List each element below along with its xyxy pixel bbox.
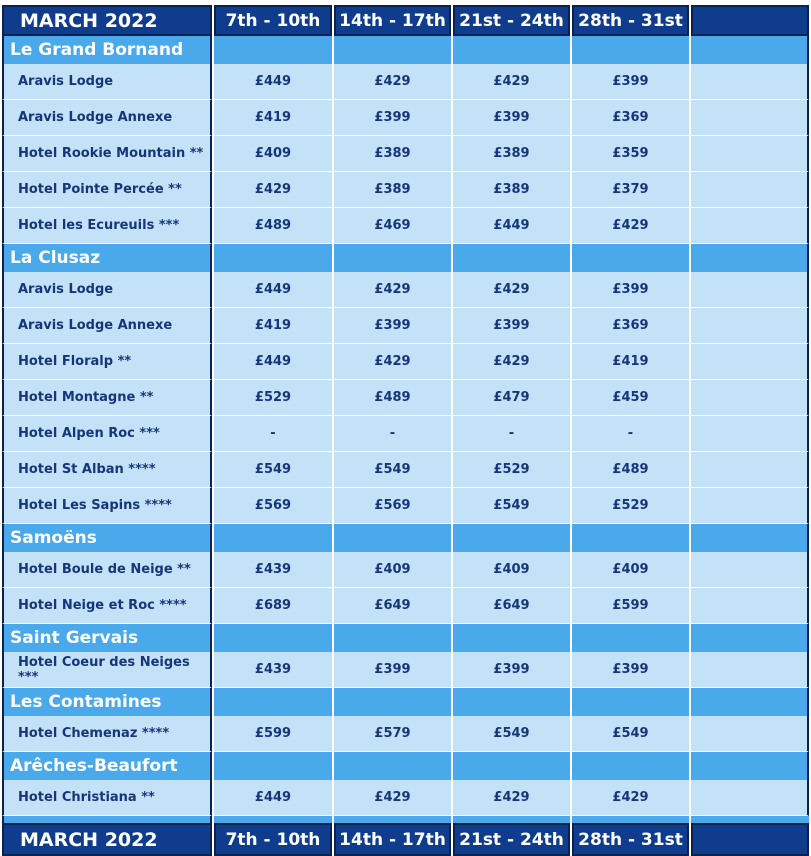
price-cell: £399 (572, 652, 689, 688)
footer-row-week: 28th - 31st (572, 823, 689, 856)
price-cell: £429 (334, 344, 451, 380)
price-cell: £359 (572, 136, 689, 172)
price-cell: £649 (334, 588, 451, 624)
price-cell: £389 (453, 136, 570, 172)
price-cell: £459 (572, 380, 689, 416)
gap-cell (334, 816, 451, 823)
resort-header (0, 244, 811, 272)
hotel-row (0, 172, 811, 208)
blank-cell (691, 64, 809, 100)
price-cell: £549 (453, 716, 570, 752)
hotel-name: Hotel Chemenaz **** (2, 716, 212, 752)
hotel-row (0, 64, 811, 100)
hotel-row (0, 344, 811, 380)
resort-blank (453, 624, 570, 652)
resort-blank (214, 36, 332, 64)
price-cell: £439 (214, 552, 332, 588)
price-cell: - (572, 416, 689, 452)
price-cell: £399 (572, 64, 689, 100)
blank-cell (691, 272, 809, 308)
price-cell: £399 (572, 272, 689, 308)
price-cell: £399 (334, 308, 451, 344)
resort-blank (214, 688, 332, 716)
price-cell: - (214, 416, 332, 452)
price-cell: £429 (572, 780, 689, 816)
table-gap (0, 816, 811, 823)
price-cell: £399 (334, 100, 451, 136)
resort-blank (334, 524, 451, 552)
resort-name: Arêches-Beaufort (2, 752, 212, 780)
resort-name: Les Contamines (2, 688, 212, 716)
price-cell: £469 (334, 208, 451, 244)
hotel-row (0, 380, 811, 416)
blank-cell (691, 552, 809, 588)
hotel-name: Hotel Christiana ** (2, 780, 212, 816)
hotel-name: Hotel Coeur des Neiges *** (2, 652, 212, 688)
hotel-name: Hotel Pointe Percée ** (2, 172, 212, 208)
price-cell: £529 (453, 452, 570, 488)
hotel-name: Hotel Boule de Neige ** (2, 552, 212, 588)
header-row-week: 14th - 17th (334, 5, 451, 36)
price-cell: £409 (334, 552, 451, 588)
blank-cell (691, 136, 809, 172)
resort-header (0, 36, 811, 64)
footer-row-week: 7th - 10th (214, 823, 332, 856)
price-cell: £549 (453, 488, 570, 524)
price-cell: £409 (214, 136, 332, 172)
price-cell: £489 (214, 208, 332, 244)
price-cell: £369 (572, 308, 689, 344)
hotel-row (0, 308, 811, 344)
hotel-row (0, 452, 811, 488)
price-cell: £429 (453, 64, 570, 100)
hotel-name: Hotel Les Sapins **** (2, 488, 212, 524)
resort-header (0, 624, 811, 652)
blank-cell (691, 208, 809, 244)
hotel-name: Aravis Lodge Annexe (2, 308, 212, 344)
blank-cell (691, 780, 809, 816)
price-cell: £449 (214, 64, 332, 100)
gap-cell (453, 816, 570, 823)
hotel-row (0, 100, 811, 136)
price-cell: £399 (453, 308, 570, 344)
hotel-row (0, 716, 811, 752)
resort-blank (691, 688, 809, 716)
resort-blank (214, 524, 332, 552)
header-row-month: MARCH 2022 (2, 5, 212, 36)
price-cell: £569 (334, 488, 451, 524)
blank-cell (691, 416, 809, 452)
resort-blank (572, 624, 689, 652)
resort-blank (334, 688, 451, 716)
hotel-row (0, 208, 811, 244)
hotel-name: Hotel Neige et Roc **** (2, 588, 212, 624)
price-cell: £599 (572, 588, 689, 624)
blank-cell (691, 100, 809, 136)
hotel-row (0, 488, 811, 524)
hotel-name: Hotel Floralp ** (2, 344, 212, 380)
hotel-name: Aravis Lodge Annexe (2, 100, 212, 136)
price-cell: £429 (453, 272, 570, 308)
price-cell: £529 (572, 488, 689, 524)
price-cell: £419 (214, 100, 332, 136)
price-cell: £549 (214, 452, 332, 488)
resort-blank (453, 36, 570, 64)
blank-cell (691, 172, 809, 208)
price-cell: £409 (572, 552, 689, 588)
price-cell: £389 (334, 172, 451, 208)
resort-header (0, 752, 811, 780)
resort-blank (572, 752, 689, 780)
hotel-row (0, 780, 811, 816)
footer-row-week: 21st - 24th (453, 823, 570, 856)
blank-cell (691, 344, 809, 380)
price-cell: £429 (334, 272, 451, 308)
hotel-row (0, 588, 811, 624)
resort-blank (572, 244, 689, 272)
header-row-week: 7th - 10th (214, 5, 332, 36)
hotel-name: Hotel St Alban **** (2, 452, 212, 488)
resort-blank (214, 624, 332, 652)
price-cell: £409 (453, 552, 570, 588)
footer-row-month: MARCH 2022 (2, 823, 212, 856)
price-cell: £379 (572, 172, 689, 208)
resort-blank (691, 524, 809, 552)
resort-blank (453, 752, 570, 780)
gap-cell (2, 816, 212, 823)
hotel-row (0, 552, 811, 588)
price-cell: £399 (453, 100, 570, 136)
blank-cell (691, 488, 809, 524)
price-cell: £599 (214, 716, 332, 752)
price-cell: £449 (453, 208, 570, 244)
gap-cell (572, 816, 689, 823)
footer-row-week: 14th - 17th (334, 823, 451, 856)
price-cell: £649 (453, 588, 570, 624)
resort-header (0, 524, 811, 552)
price-cell: £429 (334, 64, 451, 100)
price-cell: £399 (453, 652, 570, 688)
hotel-row (0, 416, 811, 452)
price-cell: - (334, 416, 451, 452)
price-cell: £569 (214, 488, 332, 524)
resort-blank (334, 624, 451, 652)
price-cell: £399 (334, 652, 451, 688)
hotel-name: Aravis Lodge (2, 272, 212, 308)
hotel-name: Hotel Alpen Roc *** (2, 416, 212, 452)
price-cell: £429 (334, 780, 451, 816)
blank-cell (691, 452, 809, 488)
blank-cell (691, 652, 809, 688)
price-cell: £479 (453, 380, 570, 416)
price-cell: £389 (334, 136, 451, 172)
hotel-row (0, 652, 811, 688)
resort-blank (453, 688, 570, 716)
price-cell: £689 (214, 588, 332, 624)
footer-row (0, 823, 811, 856)
resort-blank (334, 244, 451, 272)
price-cell: £449 (214, 780, 332, 816)
blank-cell (691, 588, 809, 624)
blank-cell (691, 716, 809, 752)
resort-header (0, 688, 811, 716)
resort-blank (572, 688, 689, 716)
resort-blank (214, 752, 332, 780)
gap-cell (214, 816, 332, 823)
hotel-row (0, 136, 811, 172)
hotel-name: Aravis Lodge (2, 64, 212, 100)
hotel-name: Hotel Rookie Mountain ** (2, 136, 212, 172)
price-cell: £489 (334, 380, 451, 416)
gap-cell (691, 816, 809, 823)
header-row (0, 5, 811, 36)
resort-blank (691, 244, 809, 272)
price-cell: £579 (334, 716, 451, 752)
price-cell: £529 (214, 380, 332, 416)
resort-blank (334, 36, 451, 64)
resort-name: La Clusaz (2, 244, 212, 272)
blank-cell (691, 308, 809, 344)
price-cell: £449 (214, 344, 332, 380)
hotel-name: Hotel les Ecureuils *** (2, 208, 212, 244)
price-cell: £549 (334, 452, 451, 488)
price-cell: £429 (572, 208, 689, 244)
price-cell: £439 (214, 652, 332, 688)
resort-blank (691, 36, 809, 64)
resort-blank (572, 36, 689, 64)
price-cell: - (453, 416, 570, 452)
resort-name: Saint Gervais (2, 624, 212, 652)
header-row-week: 28th - 31st (572, 5, 689, 36)
price-cell: £449 (214, 272, 332, 308)
header-row-blank (691, 5, 809, 36)
resort-name: Le Grand Bornand (2, 36, 212, 64)
resort-blank (453, 524, 570, 552)
price-cell: £429 (453, 780, 570, 816)
resort-blank (453, 244, 570, 272)
resort-blank (572, 524, 689, 552)
blank-cell (691, 380, 809, 416)
resort-blank (691, 624, 809, 652)
hotel-row (0, 272, 811, 308)
price-cell: £549 (572, 716, 689, 752)
price-cell: £389 (453, 172, 570, 208)
resort-blank (214, 244, 332, 272)
resort-name: Samoëns (2, 524, 212, 552)
price-cell: £429 (453, 344, 570, 380)
header-row-week: 21st - 24th (453, 5, 570, 36)
price-cell: £419 (572, 344, 689, 380)
price-cell: £489 (572, 452, 689, 488)
price-cell: £419 (214, 308, 332, 344)
footer-row-blank (691, 823, 809, 856)
price-cell: £369 (572, 100, 689, 136)
resort-blank (334, 752, 451, 780)
hotel-name: Hotel Montagne ** (2, 380, 212, 416)
resort-blank (691, 752, 809, 780)
price-cell: £429 (214, 172, 332, 208)
